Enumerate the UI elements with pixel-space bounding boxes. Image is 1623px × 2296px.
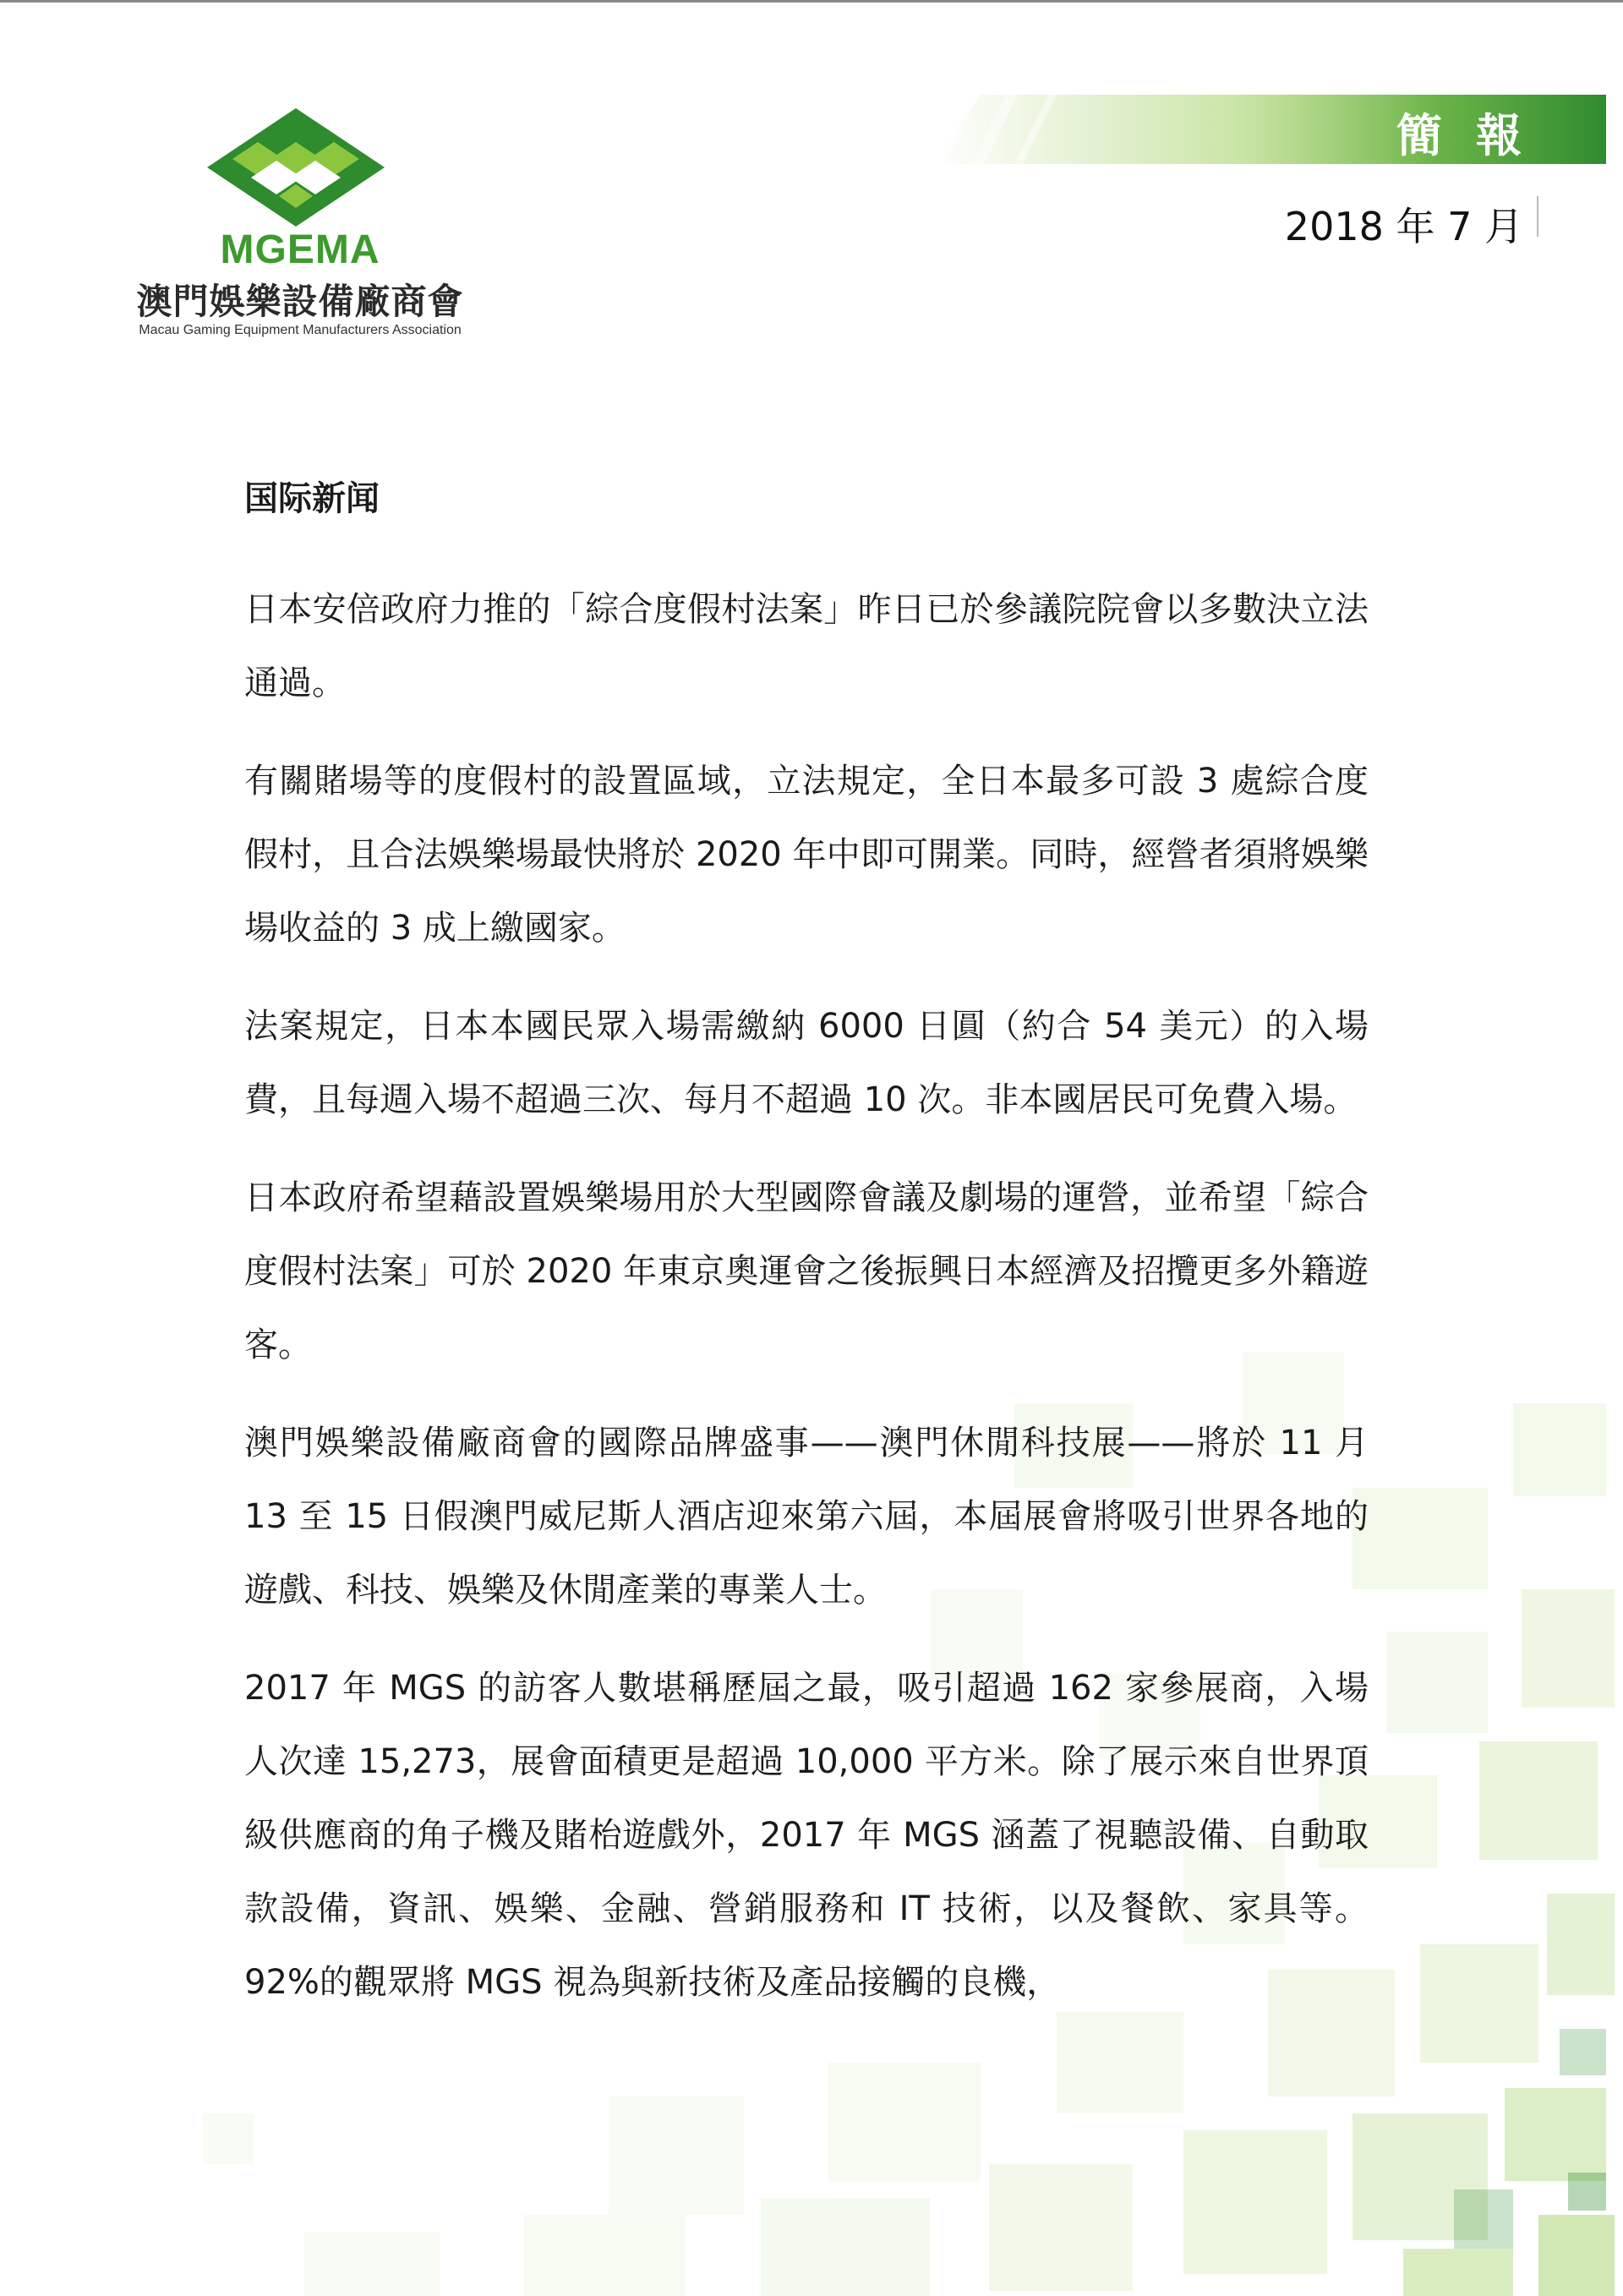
paragraph: 日本政府希望藉設置娛樂場用於大型國際會議及劇場的運營，並希望「綜合度假村法案」可於 2020 年東京奧運會之後振興日本經濟及招攬更多外籍遊客。	[244, 1178, 1369, 1364]
logo-acronym: MGEMA	[220, 227, 380, 272]
paragraph: 2017 年 MGS 的訪客人數堪稱歷屆之最，吸引超過 162 家參展商，入場人次達 15,273，展會面積更是超過 10,000 平方米。除了展示來自世界頂級供應商的角子機及賭枱遊戲外，2017 年 MGS 涵蓋了視聽設備、自動取款設備，資訊、娛樂、金融、營銷服務和 IT 技術，以及餐飲、家具等。92%的觀眾將 MGS 視為與新技術及產品接觸的良機，	[244, 1669, 1369, 2002]
paragraph: 法案規定，日本本國民眾入場需繳納 6000 日圓（約合 54 美元）的入場費，且每週入場不超過三次、每月不超過 10 次。非本國居民可免費入場。	[244, 1007, 1369, 1119]
section-heading: 国际新闻	[244, 479, 380, 518]
logo-chinese-name: 澳門娛樂設備廠商會	[136, 281, 464, 322]
paragraph: 有關賭場等的度假村的設置區域，立法規定，全日本最多可設 3 處綜合度假村，且合法娛樂場最快將於 2020 年中即可開業。同時，經營者須將娛樂場收益的 3 成上繳國家。	[244, 762, 1369, 948]
mgema-logo	[114, 108, 486, 345]
diamond-logo-icon	[207, 108, 385, 227]
paragraph: 日本安倍政府力推的「綜合度假村法案」昨日已於參議院院會以多數決立法通過。	[244, 590, 1369, 702]
date-divider	[1537, 196, 1538, 237]
issue-date: 2018 年 7 月	[1284, 204, 1523, 249]
logo-english-name: Macau Gaming Equipment Manufacturers Association	[139, 323, 462, 337]
paragraph: 澳門娛樂設備廠商會的國際品牌盛事——澳門休閒科技展——將於 11 月 13 至 15 日假澳門威尼斯人酒店迎來第六屆，本屆展會將吸引世界各地的遊戲、科技、娛樂及休閒產業的專業人士。	[244, 1424, 1369, 1610]
top-border	[0, 0, 1623, 3]
banner-title: 簡報	[1396, 109, 1555, 162]
article-body	[244, 473, 1369, 2044]
